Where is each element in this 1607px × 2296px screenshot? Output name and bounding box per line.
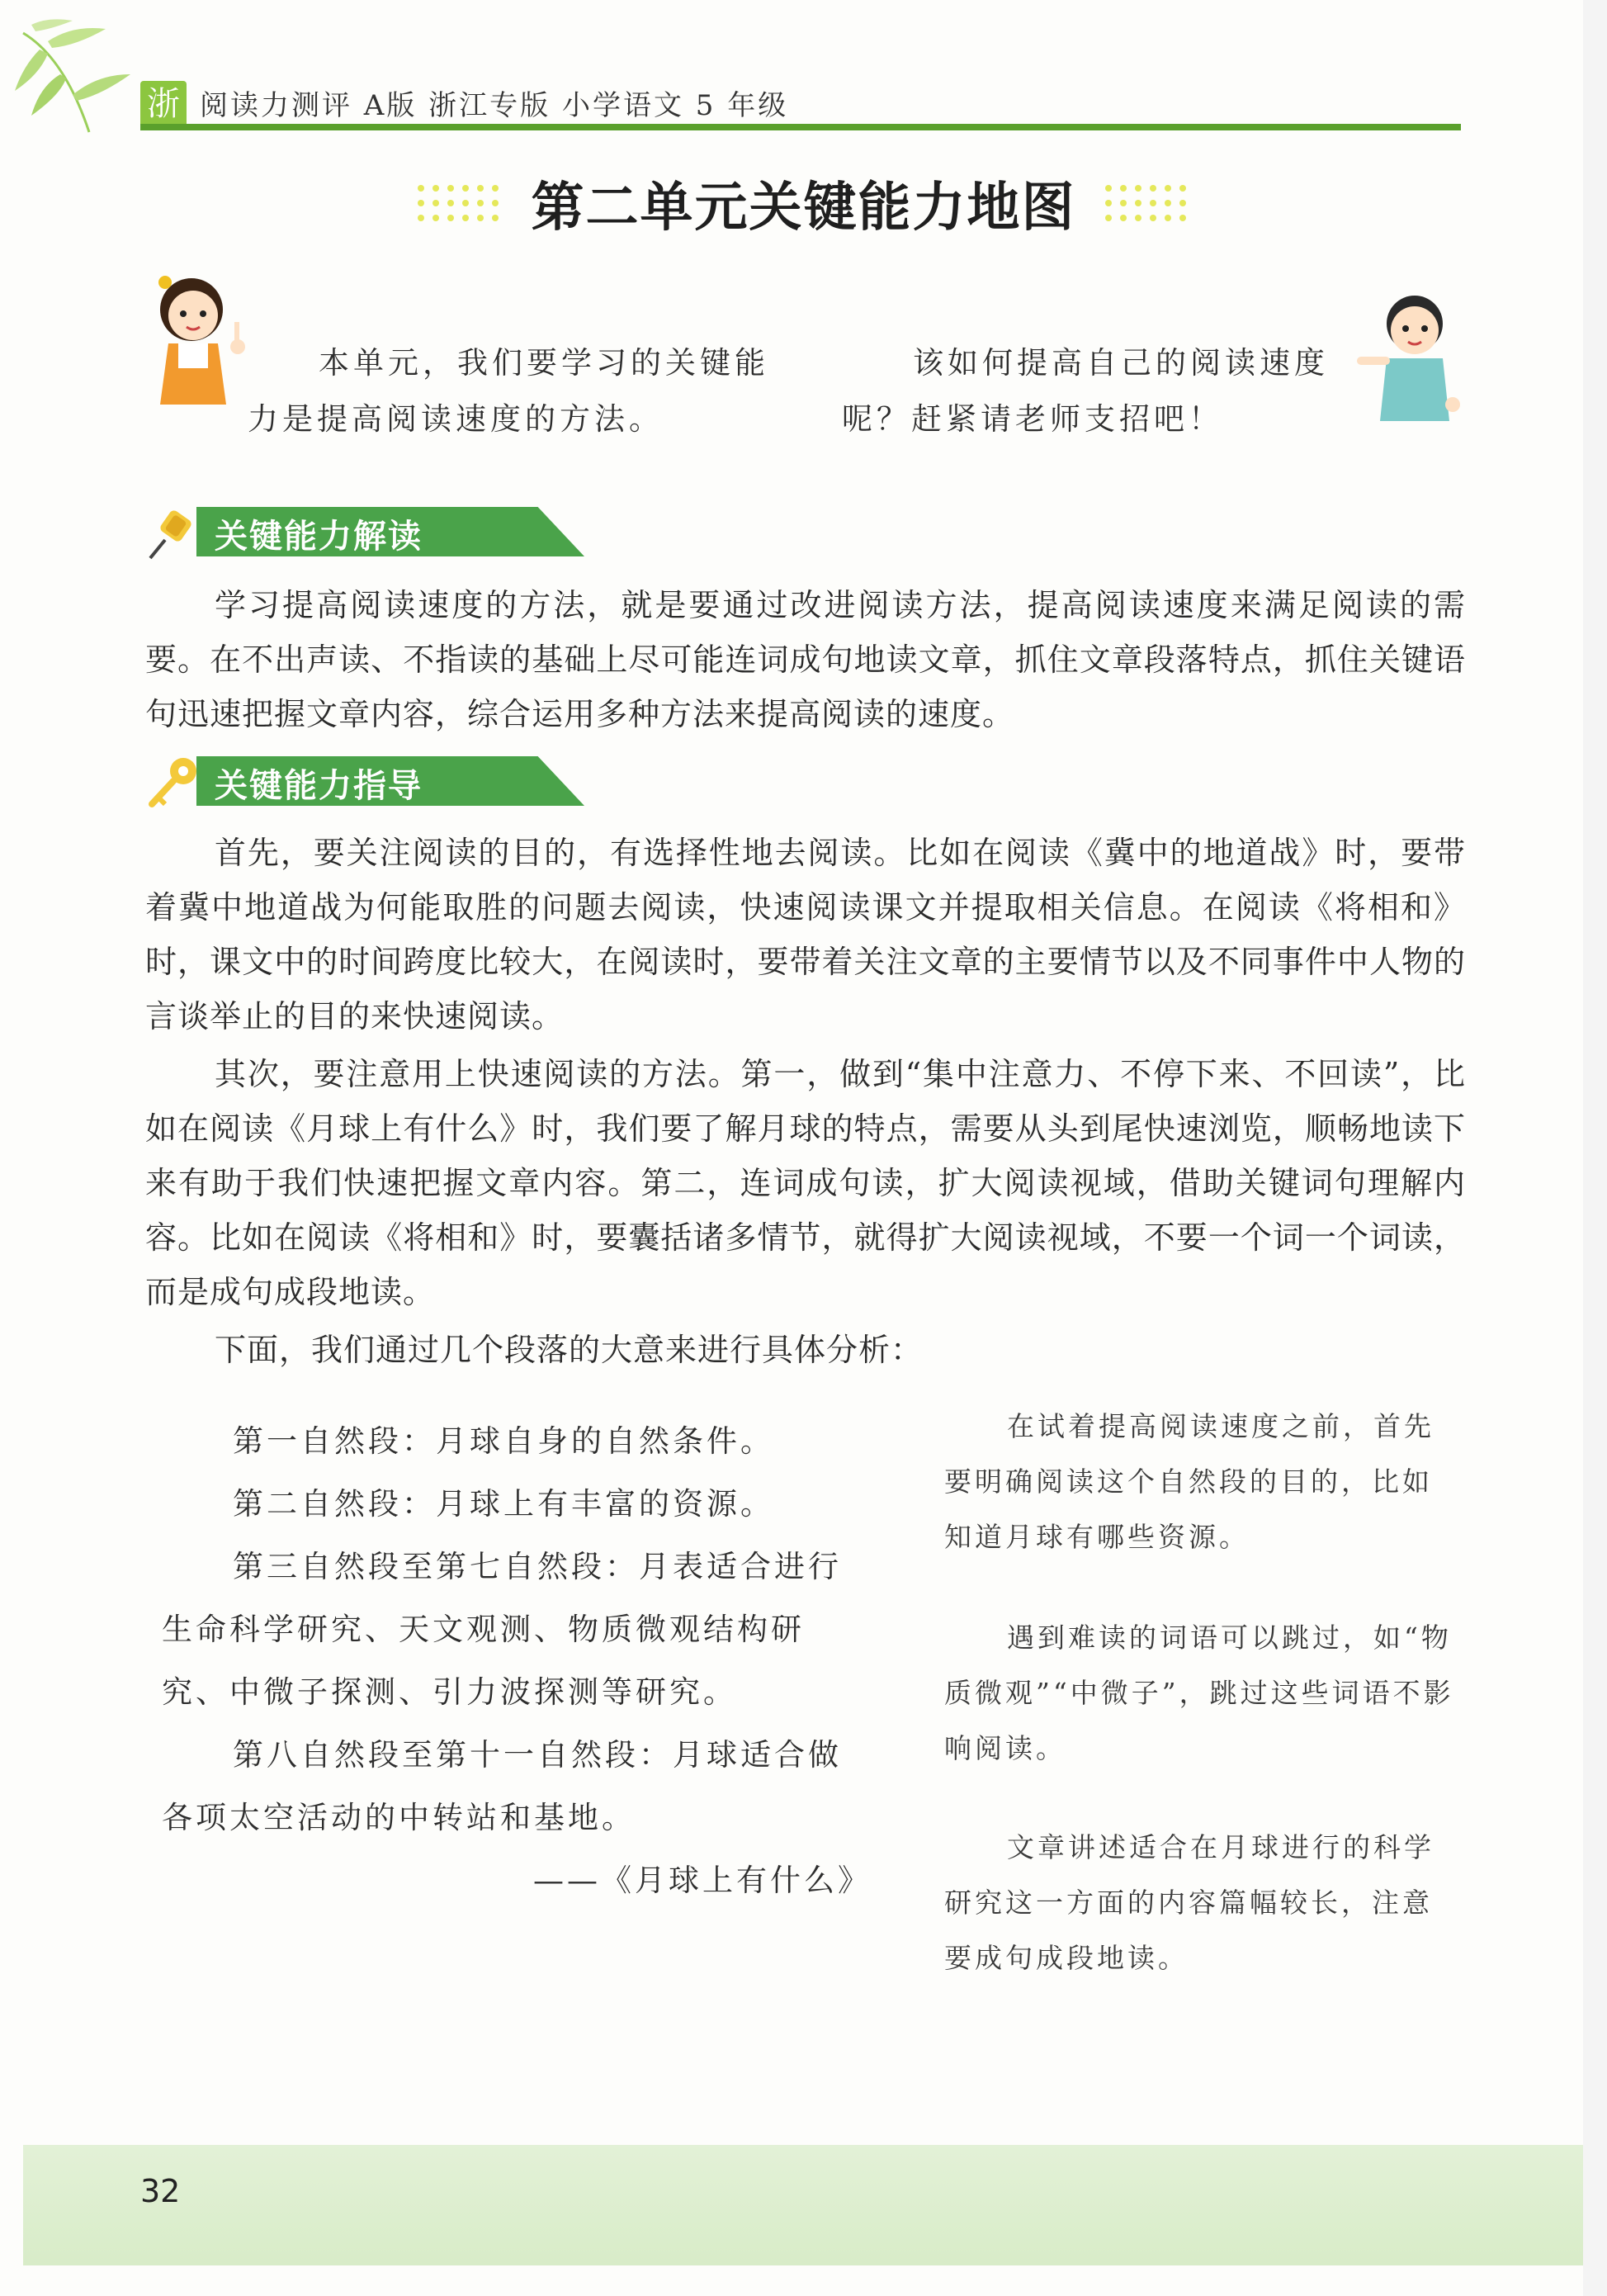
paragraph: 首先，要关注阅读的目的，有选择性地去阅读。比如在阅读《冀中的地道战》时，要带着冀中地道战为何能取胜的问题去阅读，快速阅读课文并提取相关信息。在阅读《将相和》时，课文中的时间跨度比较大，在阅读时，要带着关注文章的主要情节以及不同事件中人物的言谈举止的目的来快速阅读。 (145, 835, 1466, 1034)
section-title: 关键能力指导 (215, 767, 423, 805)
dots-decoration-right (1102, 178, 1193, 228)
boy-speech-content: 该如何提高自己的阅读速度呢？赶紧请老师支招吧！ (842, 345, 1329, 437)
girl-speech-content: 本单元，我们要学习的关键能力是提高阅读速度的方法。 (248, 345, 769, 437)
example-line: 第二自然段：月球上有丰富的资源。 (233, 1486, 774, 1522)
example-line: 第一自然段：月球自身的自然条件。 (233, 1423, 774, 1459)
girl-character-illustration (140, 264, 256, 413)
example-line: 第八自然段至第十一自然段：月球适合做各项太空活动的中转站和基地。 (162, 1737, 842, 1835)
page-title: 第二单元关键能力地图 (531, 178, 1076, 239)
dots-decoration-left (414, 178, 505, 228)
book-series-title: 阅读力测评 A版 浙江专版 小学语文 5 年级 (200, 89, 789, 122)
province-badge: 浙 (140, 81, 187, 127)
title-row (0, 165, 1607, 241)
annotation-note: 遇到难读的词语可以跳过，如“物质微观”“中微子”，跳过这些词语不影响阅读。 (944, 1621, 1454, 1764)
example-line: 第三自然段至第七自然段：月表适合进行生命科学研究、天文观测、物质微观结构研究、中微子探测、引力波探测等研究。 (162, 1549, 842, 1710)
footer-band (23, 2145, 1583, 2265)
paragraph: 其次，要注意用上快速阅读的方法。第一，做到“集中注意力、不停下来、不回读”，比如在阅读《月球上有什么》时，我们要了解月球的特点，需要从头到尾快速浏览，顺畅地读下来有助于我们快速把握文章内容。第二，连词成句读，扩大阅读视域，借助关键词句理解内容。比如在阅读《将相和》时，要囊括诸多情节，就得扩大阅读视域，不要一个词一个词读，而是成句成段地读。 (145, 1056, 1466, 1310)
key-icon (145, 753, 203, 811)
boy-character-illustration (1354, 281, 1469, 429)
annotation-note: 文章讲述适合在月球进行的科学研究这一方面的内容篇幅较长，注意要成句成段地读。 (944, 1831, 1434, 1974)
example-passage (162, 1410, 872, 1912)
paragraph: 下面，我们通过几个段落的大意来进行具体分析： (215, 1332, 924, 1368)
section-title: 关键能力解读 (215, 518, 423, 556)
annotation-note: 在试着提高阅读速度之前，首先要明确阅读这个自然段的目的，比如知道月球有哪些资源。 (944, 1410, 1434, 1553)
paragraph: 学习提高阅读速度的方法，就是要通过改进阅读方法，提高阅读速度来满足阅读的需要。在不出声读、不指读的基础上尽可能连词成句地读文章，抓住文章段落特点，抓住关键语句迅速把握文章内容，综合运用多种方法来提高阅读的速度。 (145, 587, 1466, 732)
header-divider (140, 124, 1461, 130)
girl-speech-text (248, 335, 776, 447)
page-edge (1583, 0, 1607, 2296)
boy-speech-text (842, 335, 1354, 447)
pushpin-icon (145, 504, 203, 561)
page-number: 32 (140, 2173, 181, 2209)
example-source: ——《月球上有什么》 (533, 1863, 872, 1898)
